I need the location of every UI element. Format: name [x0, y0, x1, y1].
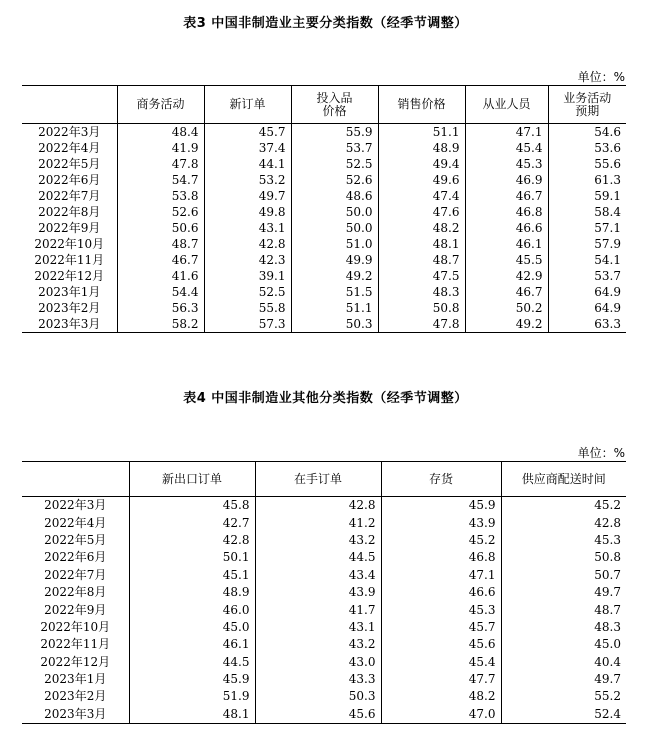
table4-cell: 48.7 — [501, 601, 626, 618]
table4-row-label: 2022年12月 — [40, 654, 111, 669]
table3-cell: 50.0 — [291, 220, 378, 236]
table3-cell: 45.4 — [465, 140, 548, 156]
table4-cell: 47.0 — [381, 706, 501, 724]
table3-cell: 55.9 — [291, 124, 378, 141]
table4-cell: 42.7 — [129, 514, 255, 531]
table3-column-header: 销售价格 — [378, 86, 465, 124]
table4-cell: 47.7 — [381, 671, 501, 688]
table4-row — [22, 688, 626, 705]
table3-cell: 50.0 — [291, 204, 378, 220]
table3-cell: 64.9 — [548, 300, 626, 316]
table3-row — [22, 140, 626, 156]
table3-cell: 51.1 — [378, 124, 465, 141]
table3-cell: 47.6 — [378, 204, 465, 220]
table3-row — [22, 236, 626, 252]
table3-cell: 57.3 — [204, 316, 291, 333]
table4-cell: 48.9 — [129, 584, 255, 601]
table4-cell: 43.9 — [381, 514, 501, 531]
table3-cell: 46.7 — [465, 284, 548, 300]
table3-cell: 48.2 — [378, 220, 465, 236]
table4-cell: 43.3 — [255, 671, 381, 688]
table4-row — [22, 497, 626, 515]
table4-cell: 40.4 — [501, 654, 626, 671]
table3-cell: 52.5 — [204, 284, 291, 300]
table3-row — [22, 316, 626, 333]
table3-cell: 53.6 — [548, 140, 626, 156]
table3-cell: 63.3 — [548, 316, 626, 333]
table4-cell: 46.0 — [129, 601, 255, 618]
table4-cell: 45.8 — [129, 497, 255, 515]
table3 — [22, 85, 626, 333]
table3-column-header: 业务活动 预期 — [548, 86, 626, 124]
table3-cell: 52.6 — [117, 204, 204, 220]
table3-row — [22, 300, 626, 316]
table4-cell: 45.9 — [381, 497, 501, 515]
table3-column-header: 投入品 价格 — [291, 86, 378, 124]
table3-cell: 46.8 — [465, 204, 548, 220]
table3-row — [22, 204, 626, 220]
table3-cell: 43.1 — [204, 220, 291, 236]
table4-cell: 45.0 — [129, 619, 255, 636]
table3-row-label: 2022年5月 — [38, 157, 101, 171]
table3-cell: 53.7 — [291, 140, 378, 156]
table3-cell: 46.7 — [117, 252, 204, 268]
table3-row — [22, 252, 626, 268]
table3-cell: 45.7 — [204, 124, 291, 141]
table3-cell: 48.3 — [378, 284, 465, 300]
table3-cell: 42.8 — [204, 236, 291, 252]
table3-row-label: 2022年8月 — [38, 205, 101, 219]
table4-row-label: 2022年8月 — [44, 585, 107, 600]
table3-cell: 54.6 — [548, 124, 626, 141]
table4-row-label: 2023年2月 — [44, 689, 107, 704]
table3-column-header: 从业人员 — [465, 86, 548, 124]
table3-row — [22, 284, 626, 300]
table3-cell: 46.9 — [465, 172, 548, 188]
table3-unit: 单位：% — [577, 70, 625, 84]
table4-cell: 43.2 — [255, 532, 381, 549]
table3-cell: 54.1 — [548, 252, 626, 268]
table4-unit: 单位：% — [577, 446, 625, 460]
table3-row — [22, 188, 626, 204]
table3-cell: 45.3 — [465, 156, 548, 172]
table4-row — [22, 706, 626, 724]
table3-cell: 53.7 — [548, 268, 626, 284]
table3-cell: 57.9 — [548, 236, 626, 252]
table3-cell: 49.7 — [204, 188, 291, 204]
table3-cell: 49.8 — [204, 204, 291, 220]
table4-cell: 48.3 — [501, 619, 626, 636]
table4-row-label: 2022年3月 — [44, 498, 107, 513]
table4-cell: 42.8 — [501, 514, 626, 531]
table4-row-label: 2022年11月 — [40, 637, 111, 652]
table3-cell: 49.6 — [378, 172, 465, 188]
table4-cell: 43.1 — [255, 619, 381, 636]
table3-row — [22, 156, 626, 172]
table4-cell: 44.5 — [129, 654, 255, 671]
table4-cell: 42.8 — [255, 497, 381, 515]
table4-cell: 50.8 — [501, 549, 626, 566]
table3-cell: 41.9 — [117, 140, 204, 156]
table4-cell: 55.2 — [501, 688, 626, 705]
table3-cell: 58.2 — [117, 316, 204, 333]
table4-cell: 48.2 — [381, 688, 501, 705]
table4-cell: 49.7 — [501, 584, 626, 601]
table3-row — [22, 172, 626, 188]
table4-row-label: 2022年5月 — [44, 532, 107, 547]
table4-cell: 43.9 — [255, 584, 381, 601]
table3-row-label: 2022年9月 — [38, 221, 101, 235]
table4-cell: 45.1 — [129, 567, 255, 584]
table4-row-label: 2022年7月 — [44, 567, 107, 582]
table3-row-label: 2022年11月 — [34, 253, 105, 267]
table3-cell: 55.6 — [548, 156, 626, 172]
table3-row — [22, 124, 626, 141]
table3-cell: 56.3 — [117, 300, 204, 316]
table3-row-label: 2022年3月 — [38, 125, 101, 139]
table3-cell: 44.1 — [204, 156, 291, 172]
table3-cell: 48.9 — [378, 140, 465, 156]
table4-cell: 52.4 — [501, 706, 626, 724]
table3-cell: 46.7 — [465, 188, 548, 204]
table4-column-header: 在手订单 — [255, 462, 381, 497]
table3-cell: 47.1 — [465, 124, 548, 141]
table3-row-label: 2022年6月 — [38, 173, 101, 187]
table3-cell: 53.2 — [204, 172, 291, 188]
table3-cell: 61.3 — [548, 172, 626, 188]
table3-cell: 46.1 — [465, 236, 548, 252]
table4-cell: 45.0 — [501, 636, 626, 653]
table4-cell: 45.6 — [381, 636, 501, 653]
table4-cell: 44.5 — [255, 549, 381, 566]
table3-cell: 57.1 — [548, 220, 626, 236]
table4-row — [22, 601, 626, 618]
table4-cell: 50.7 — [501, 567, 626, 584]
table3-cell: 51.5 — [291, 284, 378, 300]
table3-row-label: 2022年4月 — [38, 141, 101, 155]
table4-row — [22, 514, 626, 531]
table4-cell: 45.2 — [381, 532, 501, 549]
table4-cell: 46.1 — [129, 636, 255, 653]
table4-cell: 43.4 — [255, 567, 381, 584]
table4-row — [22, 654, 626, 671]
table3-row-label: 2023年2月 — [38, 301, 101, 315]
table3-cell: 53.8 — [117, 188, 204, 204]
table3-cell: 64.9 — [548, 284, 626, 300]
table3-cell: 50.2 — [465, 300, 548, 316]
table4 — [22, 461, 626, 724]
table3-cell: 54.7 — [117, 172, 204, 188]
table3-cell: 48.4 — [117, 124, 204, 141]
table4-row-label: 2022年6月 — [44, 550, 107, 565]
table4-header-row — [22, 462, 626, 497]
table4-title: 表4 中国非制造业其他分类指数（经季节调整） — [183, 391, 468, 406]
table3-cell: 39.1 — [204, 268, 291, 284]
table3-cell: 47.8 — [117, 156, 204, 172]
table4-row — [22, 584, 626, 601]
table4-column-header: 存货 — [381, 462, 501, 497]
table3-cell: 45.5 — [465, 252, 548, 268]
table3-cell: 49.4 — [378, 156, 465, 172]
table4-row — [22, 567, 626, 584]
table4-row-label: 2023年1月 — [44, 672, 107, 687]
table4-row-label: 2022年4月 — [44, 515, 107, 530]
table3-cell: 49.9 — [291, 252, 378, 268]
table3-cell: 50.3 — [291, 316, 378, 333]
table4-row-label: 2022年10月 — [40, 619, 111, 634]
table4-row — [22, 619, 626, 636]
table4-cell: 50.3 — [255, 688, 381, 705]
table4-column-header: 供应商配送时间 — [501, 462, 626, 497]
table3-cell: 47.5 — [378, 268, 465, 284]
table3-cell: 50.6 — [117, 220, 204, 236]
table3-row-label: 2023年1月 — [38, 285, 101, 299]
table4-row — [22, 671, 626, 688]
table4-row-label: 2022年9月 — [44, 602, 107, 617]
table4-row — [22, 532, 626, 549]
table3-cell: 48.1 — [378, 236, 465, 252]
table4-cell: 45.3 — [381, 601, 501, 618]
table4-cell: 50.1 — [129, 549, 255, 566]
table4-cell: 41.7 — [255, 601, 381, 618]
table4-cell: 45.2 — [501, 497, 626, 515]
table3-cell: 48.6 — [291, 188, 378, 204]
table3-cell: 51.0 — [291, 236, 378, 252]
table3-cell: 50.8 — [378, 300, 465, 316]
table4-cell: 43.2 — [255, 636, 381, 653]
table3-cell: 47.4 — [378, 188, 465, 204]
table3-column-header: 商务活动 — [117, 86, 204, 124]
table3-cell: 48.7 — [378, 252, 465, 268]
table4-column-header — [22, 462, 129, 497]
table4-cell: 45.7 — [381, 619, 501, 636]
table3-header-row — [22, 86, 626, 124]
table4-cell: 49.7 — [501, 671, 626, 688]
table3-cell: 54.4 — [117, 284, 204, 300]
table4-cell: 48.1 — [129, 706, 255, 724]
table3-column-header — [22, 86, 117, 124]
table4-cell: 51.9 — [129, 688, 255, 705]
table3-row-label: 2022年12月 — [34, 269, 105, 283]
table3-cell: 42.9 — [465, 268, 548, 284]
table3-cell: 51.1 — [291, 300, 378, 316]
table4-row — [22, 549, 626, 566]
table3-row — [22, 268, 626, 284]
table4-cell: 47.1 — [381, 567, 501, 584]
table3-cell: 47.8 — [378, 316, 465, 333]
table3-cell: 49.2 — [465, 316, 548, 333]
table3-title: 表3 中国非制造业主要分类指数（经季节调整） — [183, 16, 468, 31]
table4-row-label: 2023年3月 — [22, 706, 129, 724]
table3-cell: 59.1 — [548, 188, 626, 204]
table3-cell: 37.4 — [204, 140, 291, 156]
table4-cell: 46.6 — [381, 584, 501, 601]
table4-cell: 46.8 — [381, 549, 501, 566]
table3-cell: 58.4 — [548, 204, 626, 220]
table4-cell: 45.6 — [255, 706, 381, 724]
table4-cell: 43.0 — [255, 654, 381, 671]
table3-cell: 41.6 — [117, 268, 204, 284]
table3-row-label: 2022年10月 — [34, 237, 105, 251]
table3-row-label: 2023年3月 — [22, 316, 117, 333]
table3-cell: 49.2 — [291, 268, 378, 284]
table3-row — [22, 220, 626, 236]
table4-cell: 41.2 — [255, 514, 381, 531]
table4-cell: 45.9 — [129, 671, 255, 688]
table3-cell: 52.6 — [291, 172, 378, 188]
table3-column-header: 新订单 — [204, 86, 291, 124]
table3-row-label: 2022年7月 — [38, 189, 101, 203]
table3-cell: 55.8 — [204, 300, 291, 316]
table4-cell: 45.4 — [381, 654, 501, 671]
table3-cell: 48.7 — [117, 236, 204, 252]
table3-cell: 46.6 — [465, 220, 548, 236]
table3-cell: 52.5 — [291, 156, 378, 172]
table3-cell: 42.3 — [204, 252, 291, 268]
table4-column-header: 新出口订单 — [129, 462, 255, 497]
table4-row — [22, 636, 626, 653]
table4-cell: 42.8 — [129, 532, 255, 549]
table4-cell: 45.3 — [501, 532, 626, 549]
